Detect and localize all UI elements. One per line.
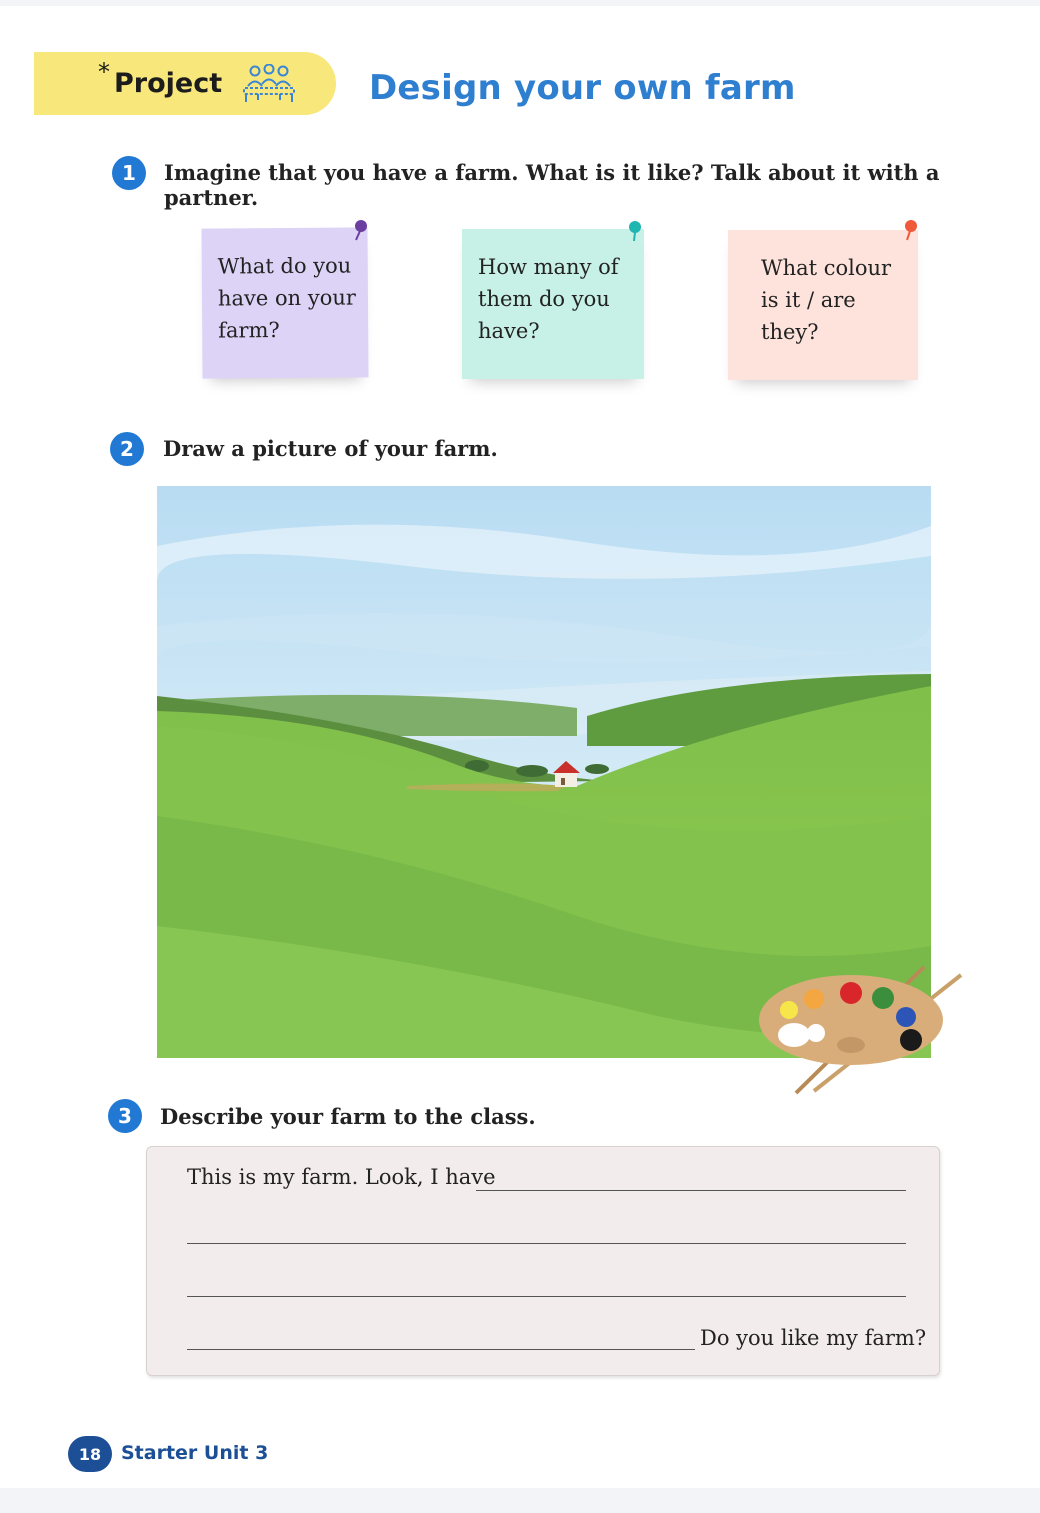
project-label: Project [114, 68, 223, 99]
group-work-icon [240, 64, 298, 104]
page-number-badge: 18 [68, 1436, 112, 1472]
note-line: they? [761, 320, 819, 344]
answer-line[interactable] [476, 1190, 906, 1191]
step-1-instruction: Imagine that you have a farm. What is it like? Talk about it with a partner. [164, 160, 940, 210]
project-star: * [98, 58, 110, 86]
step-1-badge: 1 [112, 156, 146, 190]
note-line: them do you [478, 287, 610, 311]
answer-line[interactable] [187, 1349, 695, 1350]
answer-line[interactable] [187, 1296, 906, 1297]
writing-sentence-start: This is my farm. Look, I have [187, 1165, 496, 1189]
note-line: farm? [218, 318, 280, 343]
writing-sentence-end: Do you like my farm? [700, 1326, 927, 1350]
sticky-note-what [201, 227, 368, 378]
push-pin-icon [626, 220, 644, 242]
note-line: How many of [478, 255, 619, 279]
step-3-badge: 3 [108, 1099, 142, 1133]
sticky-note-colour [728, 230, 918, 380]
sticky-note-how-many [462, 229, 644, 379]
note-line: is it / are [761, 288, 856, 312]
unit-label: Starter Unit 3 [121, 1442, 269, 1464]
note-line: What do you [217, 253, 352, 279]
push-pin-icon [351, 219, 369, 241]
paint-palette-icon [756, 965, 966, 1095]
note-line: have? [478, 319, 540, 343]
note-line: have on your [217, 285, 356, 311]
note-line: What colour [761, 256, 892, 280]
step-2-badge: 2 [110, 432, 144, 466]
push-pin-icon [901, 219, 919, 241]
step-3-instruction: Describe your farm to the class. [160, 1104, 536, 1129]
answer-line[interactable] [187, 1243, 906, 1244]
step-2-instruction: Draw a picture of your farm. [163, 436, 498, 461]
page-title: Design your own farm [369, 68, 796, 108]
